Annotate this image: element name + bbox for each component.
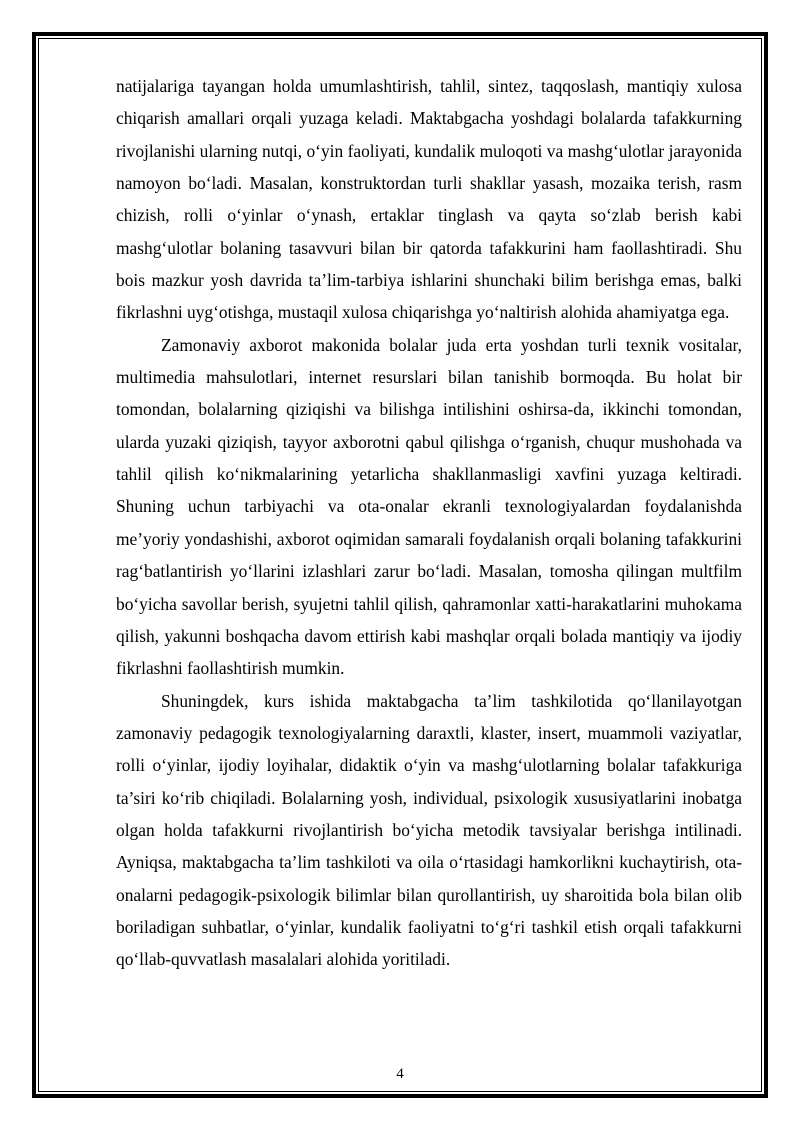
paragraph-3: Shuningdek, kurs ishida maktabgacha ta’lim tashkilotida qo‘llanilayotgan zamonaviy pedagogik texnologiyalarning daraxtli, klaster, insert, muammoli vaziyatlar, rolli o‘yinlar, ijodiy loyihalar, didaktik o‘yin va mashg‘ulotlarning bolalar tafakkuriga ta’siri ko‘rib chiqiladi. Bolalarning yosh, individual, psixologik xususiyatlarini inobatga olgan holda tafakkurni rivojlantirish bo‘yicha metodik tavsiyalar berishga intilinadi. Ayniqsa, maktabgacha ta’lim tashkiloti va oila o‘rtasidagi hamkorlikni kuchaytirish, ota-onalarni pedagogik-psixologik bilimlar bilan qurollantirish, uy sharoitida bola bilan olib boriladigan suhbatlar, o‘yinlar, kundalik faoliyatni to‘g‘ri tashkil etish orqali tafakkurni qo‘llab-quvvatlash masalalari alohida yoritiladi. — [116, 690, 742, 970]
paragraph-1: natijalariga tayangan holda umumlashtirish, tahlil, sintez, taqqoslash, mantiqiy xulosa chiqarish amallari orqali yuzaga keladi. Maktabgacha yoshdagi bolalarda tafakkurning rivojlanishi ularning nutqi, o‘yin faoliyati, kundalik muloqoti va mashg‘ulotlar jarayonida namoyon bo‘ladi. Masalan, konstruktordan turli shakllar yasash, mozaika terish, rasm chizish, rolli o‘yinlar o‘ynash, ertaklar tinglash va qayta so‘zlab berish kabi mashg‘ulotlar bolaning tasavvuri bilan bir qatorda tafakkurini ham faollashtiradi. Shu bois mazkur yosh davrida ta’lim-tarbiya ishlarini shunchaki bilim berishga emas, balki fikrlashni uyg‘otishga, mustaqil xulosa chiqarishga yo‘naltirish alohida ahamiyatga ega. — [116, 76, 742, 323]
document-body — [116, 70, 742, 976]
paragraph-2: Zamonaviy axborot makonida bolalar juda erta yoshdan turli texnik vositalar, multimedia mahsulotlari, internet resurslari bilan tanishib bormoqda. Bu holat bir tomondan, bolalarning qiziqishi va bilishga intilishini oshirsa-da, ikkinchi tomondan, ularda yuzaki qiziqish, tayyor axborotni qabul qilishga o‘rganish, chuqur mushohada va tahlil qilish ko‘nikmalarining yetarlicha shakllanmasligi xavfini yuzaga keltiradi. Shuning uchun tarbiyachi va ota-onalar ekranli texnologiyalardan foydalanishda me’yoriy yondashishi, axborot oqimidan samarali foydalanish orqali bolaning tafakkurini rag‘batlantirish yo‘llarini izlashlari zarur bo‘ladi. Masalan, tomosha qilingan multfilm bo‘yicha savollar berish, syujetni tahlil qilish, qahramonlar xatti-harakatlarini muhokama qilish, yakunni boshqacha davom ettirish kabi mashqlar orqali bolada mantiqiy va ijodiy fikrlashni faollashtirish mumkin. — [116, 334, 742, 679]
page-number: 4 — [396, 1066, 404, 1082]
